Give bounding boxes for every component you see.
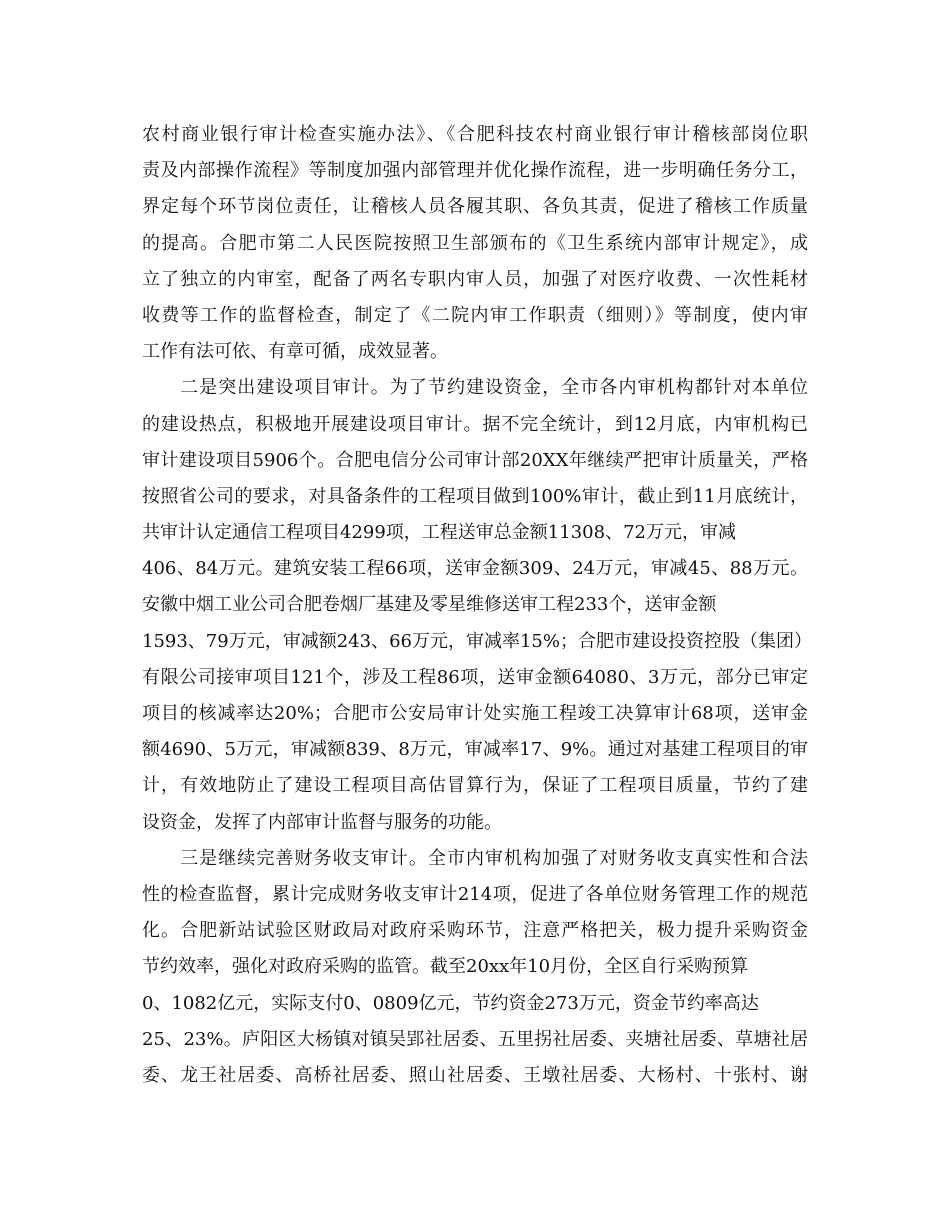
text-line: 1593、79万元，审减额243、66万元，审减率15%；合肥市建设投资控股（集团） (142, 630, 812, 652)
text-line: 0、1082亿元，实际支付0、0809亿元，节约资金273万元，资金节约率高达 (142, 992, 759, 1014)
text-line: 化。合肥新站试验区财政局对政府采购环节，注意严格把关，极力提升采购资金 (142, 920, 808, 942)
paragraph-end-line: 工作有法可依、有章可循，成效显著。 (142, 341, 448, 363)
text-line: 安徽中烟工业公司合肥卷烟厂基建及零星维修送审工程233个，送审金额 (142, 594, 717, 616)
body-text (142, 117, 812, 1094)
text-line: 收费等工作的监督检查，制定了《二院内审工作职责（细则）》等制度，使内审 (142, 304, 808, 326)
text-line: 计，有效地防止了建设工程项目高估冒算行为，保证了工程项目质量，节约了建 (142, 775, 808, 797)
text-line: 项目的核减率达20%；合肥市公安局审计处实施工程竣工决算审计68项，送审金 (142, 703, 808, 724)
text-line: 25、23%。庐阳区大杨镇对镇吴郢社居委、五里拐社居委、夹塘社居委、草塘社居 (142, 1028, 808, 1050)
text-line: 委、龙王社居委、高桥社居委、照山社居委、王墩社居委、大杨村、十张村、谢 (142, 1064, 808, 1086)
text-line: 的建设热点，积极地开展建设项目审计。据不完全统计，到12月底，内审机构已 (142, 413, 808, 435)
text-line: 责及内部操作流程》等制度加强内部管理并优化操作流程，进一步明确任务分工， (142, 160, 808, 182)
text-line: 按照省公司的要求，对具备条件的工程项目做到100%审计，截止到11月底统计， (142, 485, 808, 507)
paragraph-first-line: 三是继续完善财务收支审计。全市内审机构加强了对财务收支真实性和合法 (142, 847, 808, 869)
paragraph-first-line: 二是突出建设项目审计。为了节约建设资金，全市各内审机构都针对本单位 (142, 377, 808, 399)
text-line: 性的检查监督，累计完成财务收支审计214项，促进了各单位财务管理工作的规范 (142, 883, 808, 905)
text-line: 额4690、5万元，审减额839、8万元，审减率17、9%。通过对基建工程项目的审 (142, 739, 808, 761)
text-line: 节约效率，强化对政府采购的监管。截至20xx年10月份，全区自行采购预算 (142, 956, 749, 978)
text-line: 农村商业银行审计检查实施办法》、《合肥科技农村商业银行审计稽核部岗位职 (142, 124, 808, 145)
paragraph-end-line: 设资金，发挥了内部审计监督与服务的功能。 (142, 811, 502, 833)
text-line: 审计建设项目5906个。合肥电信分公司审计部20XX年继续严把审计质量关，严格 (142, 449, 808, 471)
text-line: 立了独立的内审室，配备了两名专职内审人员，加强了对医疗收费、一次性耗材 (142, 268, 808, 290)
text-line: 界定每个环节岗位责任，让稽核人员各履其职、各负其责，促进了稽核工作质量 (142, 196, 808, 218)
text-line: 共审计认定通信工程项目4299项，工程送审总金额11308、72万元，审减 (142, 522, 736, 544)
text-line: 的提高。合肥市第二人民医院按照卫生部颁布的《卫生系统内部审计规定》，成 (142, 232, 808, 254)
text-line: 有限公司接审项目121个，涉及工程86项，送审金额64080、3万元，部分已审定 (142, 666, 808, 688)
text-line: 406、84万元。建筑安装工程66项，送审金额309、24万元，审减45、88万元。 (142, 558, 808, 580)
